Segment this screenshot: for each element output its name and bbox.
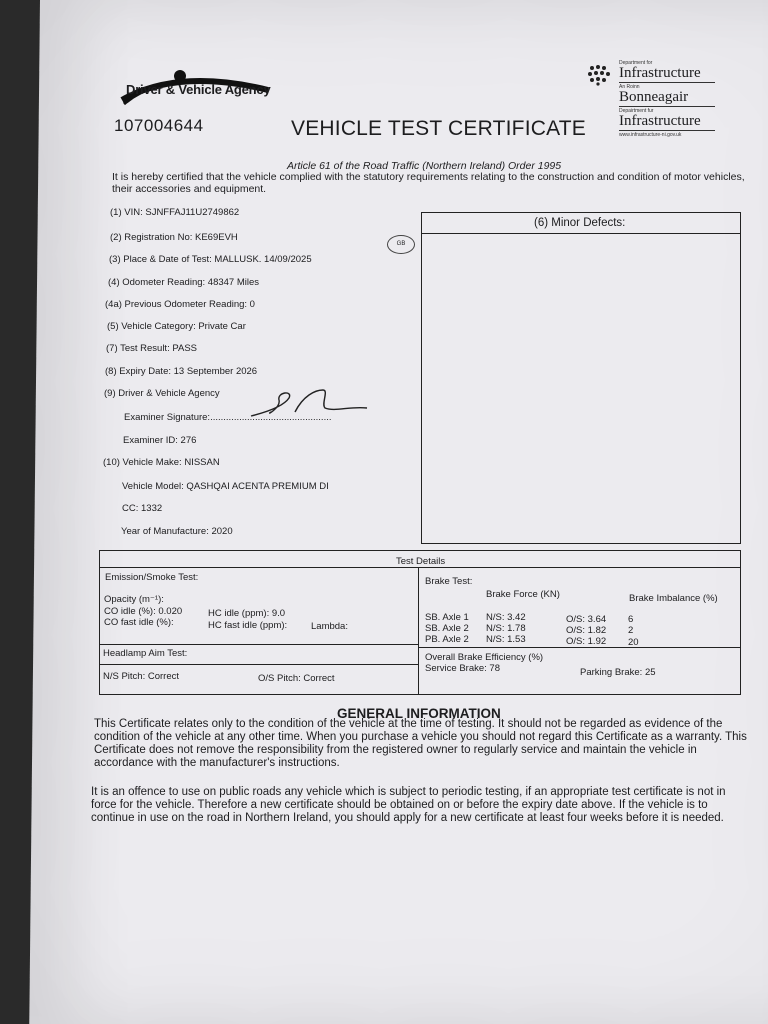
minor-defects-box: [421, 212, 741, 544]
divider: [619, 130, 715, 131]
paragraph-line: force for the vehicle. Therefore a new certificate should be obtained on or before the expiry date above. If the vehicle is to: [91, 799, 708, 811]
paragraph-line: condition of the vehicle at any other time. When you purchase a vehicle you should not regard this Certificate as a warranty. This: [94, 731, 747, 743]
divider: [100, 644, 418, 645]
dept-line3-small: Depairtment fur: [619, 108, 654, 114]
brake-imbalance-header: Brake Imbalance (%): [629, 593, 718, 604]
field-result: (7) Test Result: PASS: [106, 343, 197, 354]
brake-row-os: O/S: 1.82: [566, 625, 607, 636]
field-model: Vehicle Model: QASHQAI ACENTA PREMIUM DI: [122, 481, 329, 492]
page-title: VEHICLE TEST CERTIFICATE: [291, 117, 586, 140]
field-make: (10) Vehicle Make: NISSAN: [103, 457, 220, 468]
field-registration: (2) Registration No: KE69EVH: [110, 232, 238, 243]
os-pitch: O/S Pitch: Correct: [258, 673, 335, 684]
co-idle: CO idle (%): 0.020: [104, 606, 183, 617]
department-block: [587, 60, 727, 138]
field-odometer: (4) Odometer Reading: 48347 Miles: [108, 277, 260, 288]
paragraph-line: accordance with the manufacturer's instructions.: [94, 757, 340, 769]
brake-efficiency-title: Overall Brake Efficiency (%): [425, 652, 544, 663]
brake-row-ns: N/S: 1.78: [486, 623, 526, 634]
signature-icon: [245, 382, 375, 422]
paragraph-line: Certificate does not remove the responsibility from the registered owner to regularly service and maintain the vehicle in: [94, 744, 697, 756]
field-year: Year of Manufacture: 2020: [121, 526, 233, 537]
divider: [619, 106, 715, 107]
divider: [100, 664, 418, 665]
divider: [100, 567, 740, 568]
paragraph-line: It is an offence to use on public roads any vehicle which is subject to periodic testing, if an appropriate test certificate is not in: [91, 786, 726, 798]
dept-line1-small: Department for: [619, 60, 653, 66]
field-category: (5) Vehicle Category: Private Car: [107, 321, 246, 332]
brake-row-axle: SB. Axle 1: [425, 612, 469, 623]
gb-badge: GB: [387, 235, 415, 254]
paragraph-line: continue in use on the road in Northern Ireland, you should apply for a new certificate at least four weeks before it is needed.: [91, 812, 724, 824]
minor-defects-title: (6) Minor Defects:: [534, 217, 626, 229]
field-examiner-signature: Examiner Signature:..............................................: [124, 412, 332, 423]
brake-row-ns: N/S: 1.53: [486, 634, 526, 645]
dept-line1: Infrastructure: [619, 65, 701, 81]
brake-row-axle: PB. Axle 2: [425, 634, 469, 645]
certificate-number: 107004644: [114, 116, 204, 135]
field-place-date: (3) Place & Date of Test: MALLUSK. 14/09/2025: [109, 254, 312, 265]
article-reference: Article 61 of the Road Traffic (Northern Ireland) Order 1995: [287, 160, 562, 172]
divider: [619, 82, 715, 83]
brake-row-os: O/S: 1.92: [566, 636, 607, 647]
lambda-label: Lambda:: [311, 621, 348, 632]
emission-title: Emission/Smoke Test:: [105, 572, 199, 583]
headlamp-title: Headlamp Aim Test:: [103, 648, 188, 659]
paragraph-line: This Certificate relates only to the condition of the vehicle at the time of testing. It should not be regarded as evidence of the: [94, 718, 723, 730]
test-details-title: Test Details: [396, 556, 446, 567]
brake-row-axle: SB. Axle 2: [425, 623, 469, 634]
brake-test-title: Brake Test:: [425, 576, 473, 587]
field-examiner-id: Examiner ID: 276: [123, 435, 197, 446]
service-brake: Service Brake: 78: [425, 663, 500, 674]
agency-name: Driver & Vehicle Agency: [126, 82, 271, 97]
divider: [418, 647, 740, 648]
dept-line2-small: An Roinn: [619, 84, 640, 90]
field-agency: (9) Driver & Vehicle Agency: [104, 388, 220, 399]
ns-pitch: N/S Pitch: Correct: [103, 671, 180, 682]
hc-idle: HC idle (ppm): 9.0: [208, 608, 286, 619]
test-details-box: [99, 550, 741, 695]
field-vin: (1) VIN: SJNFFAJ11U2749862: [110, 207, 240, 218]
divider: [418, 567, 419, 694]
brake-row-imbalance: 2: [628, 625, 634, 636]
field-expiry: (8) Expiry Date: 13 September 2026: [105, 366, 258, 377]
brake-row-imbalance: 6: [628, 614, 634, 625]
field-previous-odometer: (4a) Previous Odometer Reading: 0: [105, 299, 255, 310]
opacity-label: Opacity (m⁻¹):: [104, 594, 164, 605]
co-fast-idle: CO fast idle (%):: [104, 617, 174, 628]
certification-statement: It is hereby certified that the vehicle complied with the statutory requirements relating to the construction and condition of motor vehicles, their accessories and equipment.: [112, 171, 745, 195]
brake-row-ns: N/S: 3.42: [486, 612, 526, 623]
parking-brake: Parking Brake: 25: [580, 667, 656, 678]
field-cc: CC: 1332: [122, 503, 163, 514]
brake-row-os: O/S: 3.64: [566, 614, 607, 625]
dept-url: www.infrastructure-ni.gov.uk: [619, 132, 682, 138]
minor-defects-header: [422, 213, 740, 234]
brake-row-imbalance: 20: [628, 637, 639, 648]
dept-line2: Bonneagair: [619, 89, 689, 105]
hc-fast-idle: HC fast idle (ppm):: [208, 620, 288, 631]
general-info-title: GENERAL INFORMATION: [337, 706, 501, 721]
dept-line3: Infrastructure: [619, 113, 701, 129]
brake-force-header: Brake Force (KN): [486, 589, 560, 600]
